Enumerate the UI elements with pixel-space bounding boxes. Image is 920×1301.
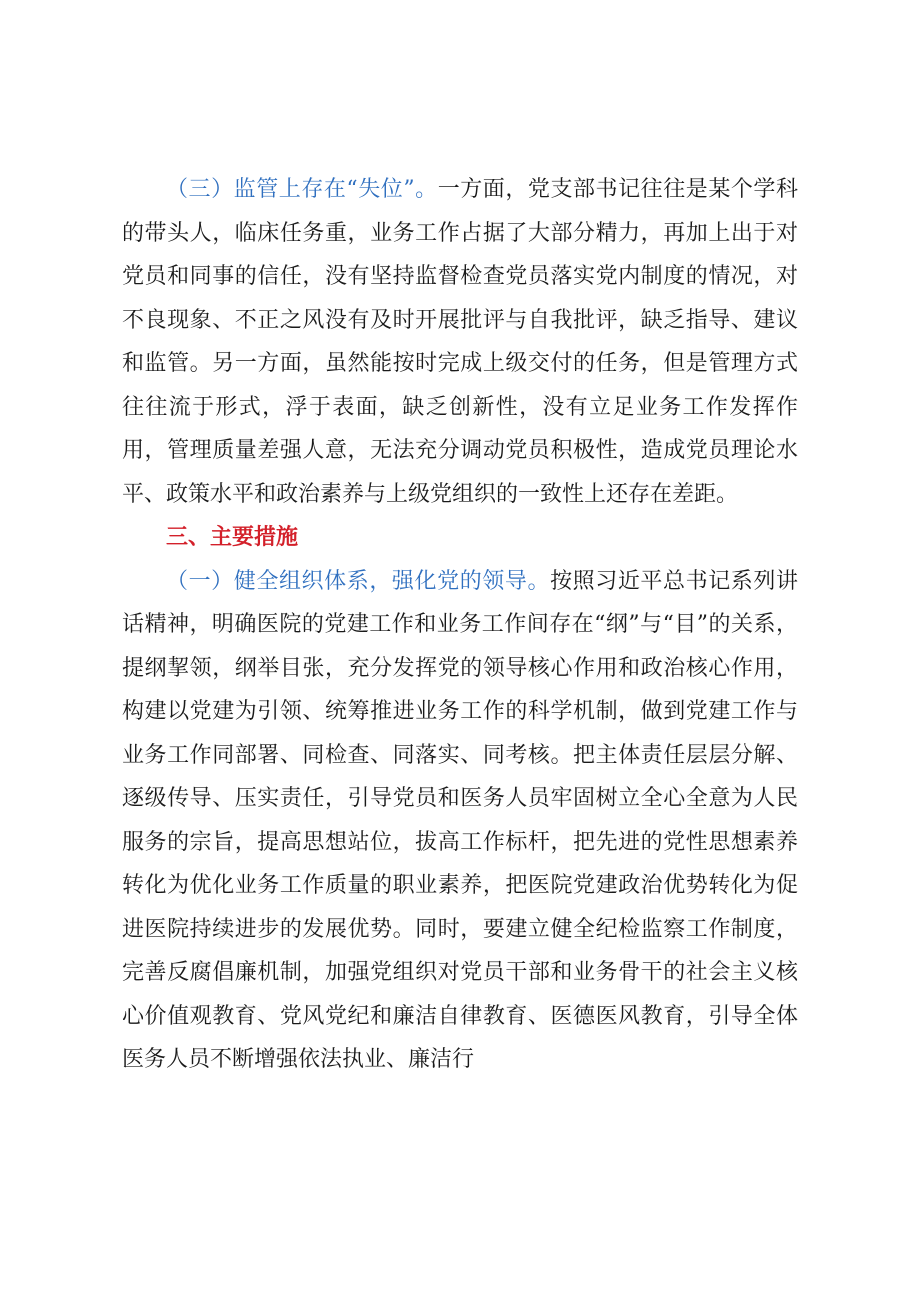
paragraph-supervision [122, 168, 798, 516]
subheading-organization: （一）健全组织体系，强化党的领导。 [166, 568, 551, 594]
paragraph-supervision-text: 一方面，党支部书记往往是某个学科的带头人，临床任务重，业务工作占据了大部分精力，再加上出于对党员和同事的信任，没有坚持监督检查党员落实党内制度的情况，对不良现象、不正之风没有及时开展批评与自我批评，缺乏指导、建议和监管。另一方面，虽然能按时完成上级交付的任务，但是管理方式往往流于形式，浮于表面，缺乏创新性，没有立足业务工作发挥作用，管理质量差强人意，无法充分调动党员积极性，造成党员理论水平、政策水平和政治素养与上级党组织的一致性上还存在差距。 [122, 177, 798, 507]
paragraph-organization [122, 560, 798, 1082]
section-heading-main-measures: 三、主要措施 [166, 525, 299, 550]
subheading-supervision: （三）监管上存在“失位”。 [166, 177, 438, 202]
paragraph-organization-text: 按照习近平总书记系列讲话精神，明确医院的党建工作和业务工作间存在“纲”与“目”的关系，提纲挈领，纲举目张，充分发挥党的领导核心作用和政治核心作用，构建以党建为引领、统筹推进业务工作的科学机制，做到党建工作与业务工作同部署、同检查、同落实、同考核。把主体责任层层分解、逐级传导、压实责任，引导党员和医务人员牢固树立全心全意为人民服务的宗旨，提高思想站位，拔高工作标杆，把先进的党性思想素养转化为优化业务工作质量的职业素养，把医院党建政治优势转化为促进医院持续进步的发展优势。同时，要建立健全纪检监察工作制度，完善反腐倡廉机制，加强党组织对党员干部和业务骨干的社会主义核心价值观教育、党风党纪和廉洁自律教育、医德医风教育，引导全体医务人员不断增强依法执业、廉洁行 [122, 568, 798, 1072]
document-body [122, 168, 798, 1082]
